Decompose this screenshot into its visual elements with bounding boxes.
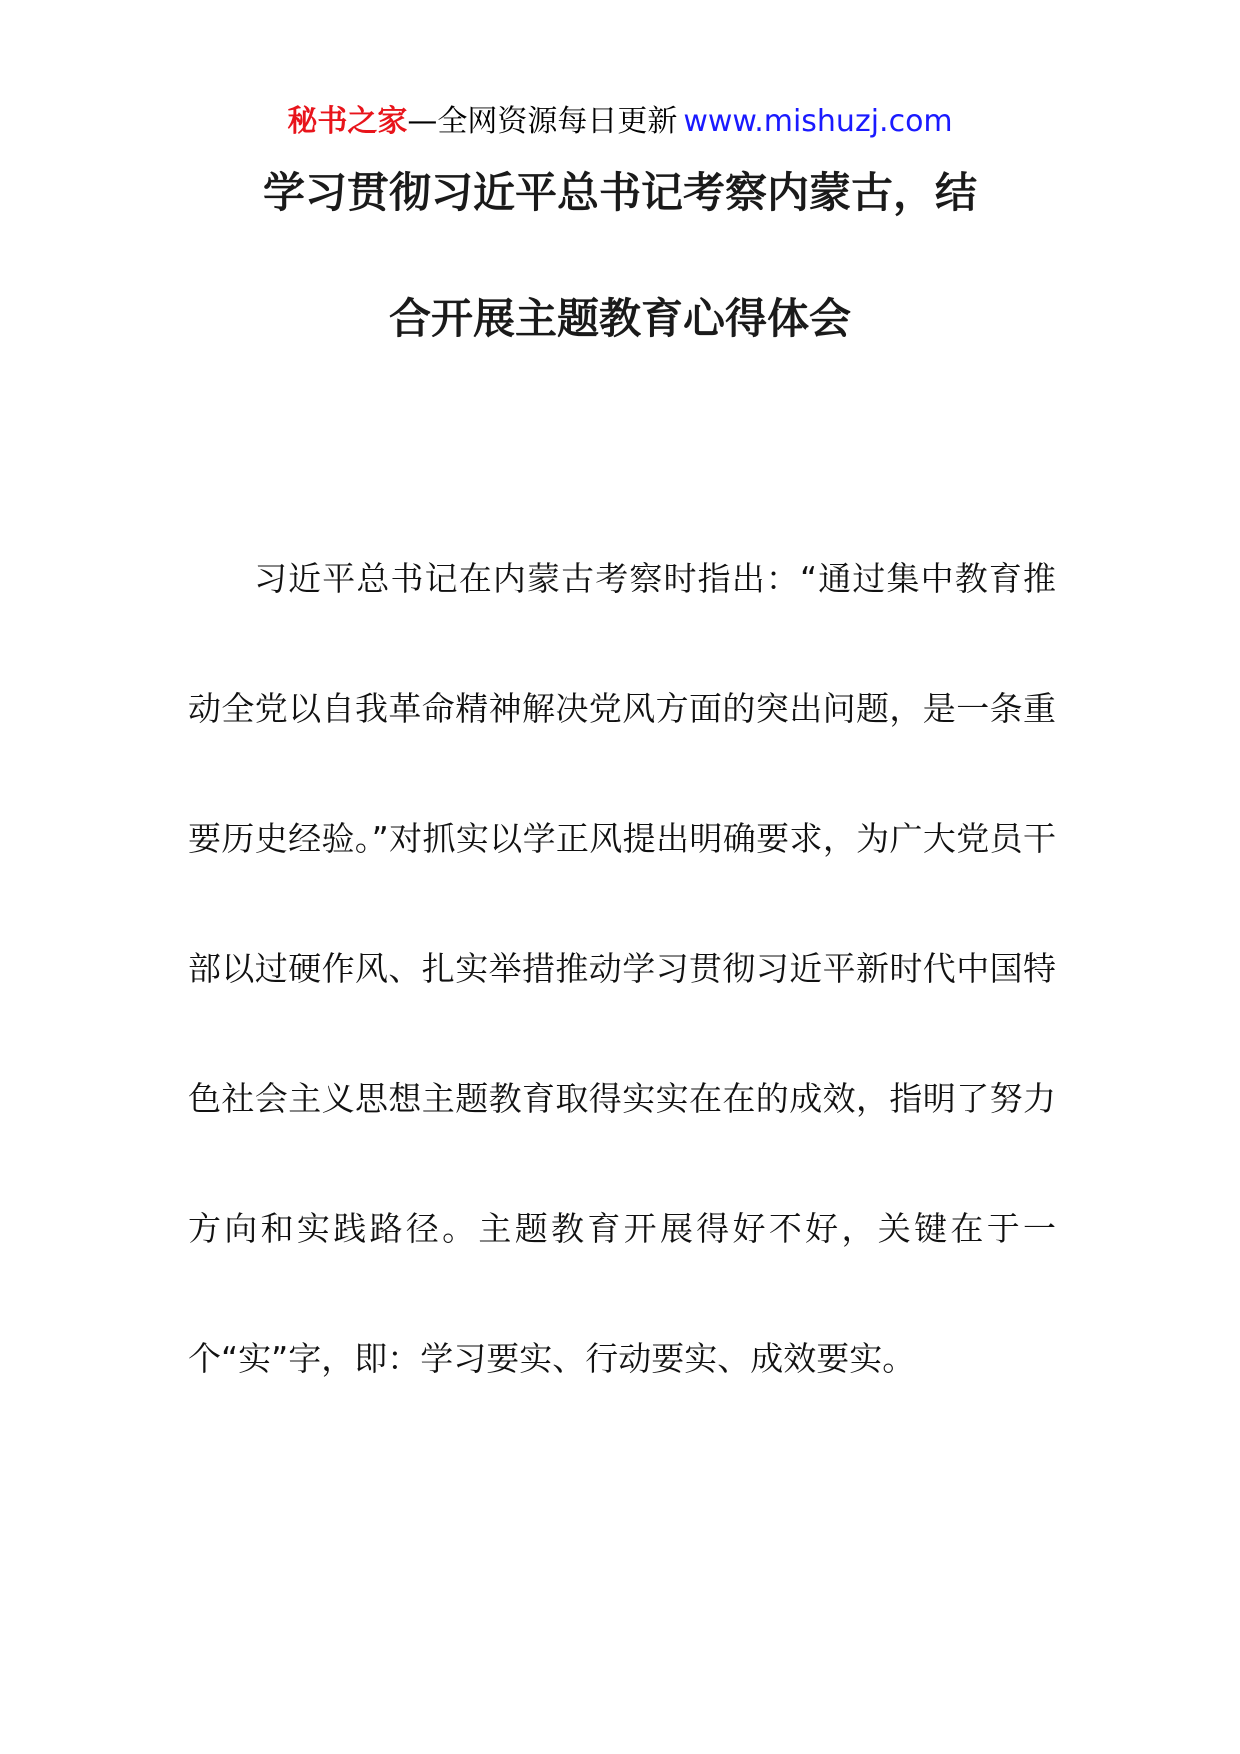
document-title (150, 160, 1090, 352)
body-paragraph: 习近平总书记在内蒙古考察时指出：“通过集中教育推动全党以自我革命精神解决党风方面的突出问题，是一条重要历史经验。”对抓实以学正风提出明确要求，为广大党员干部以过硬作风、扎实举措推动学习贯彻习近平新时代中国特色社会主义思想主题教育取得实实在在的成效，指明了努力方向和实践路径。主题教育开展得好不好，关键在于一个“实”字，即：学习要实、行动要实、成效要实。 (188, 559, 1056, 1378)
header-tagline: —全网资源每日更新 (407, 104, 678, 139)
title-line-1: 学习贯彻习近平总书记考察内蒙古，结 (262, 168, 977, 217)
title-line-2: 合开展主题教育心得体会 (388, 294, 851, 343)
brand-name: 秘书之家 (287, 104, 408, 139)
site-url-link[interactable]: www.mishuzj.com (683, 104, 953, 139)
site-header (0, 100, 1240, 144)
